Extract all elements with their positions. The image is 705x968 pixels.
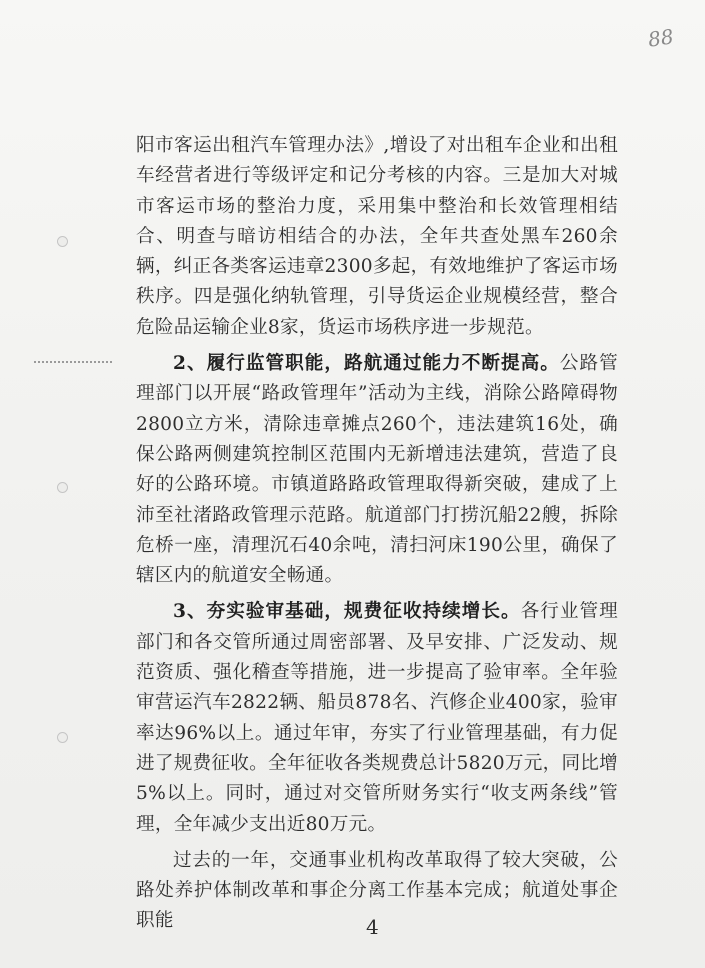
punch-hole-mark [57,482,68,493]
paragraph-1 [136,131,618,343]
paragraph-3 [136,597,618,839]
margin-scan-mark [34,361,112,363]
paragraph-4-text: 过去的一年，交通事业机构改革取得了较大突破，公路处养护体制改革和事企分离工作基本完成；航道处事企职能 [136,849,618,932]
paragraph-2-text: 公路管理部门以开展“路政管理年”活动为主线，消除公路障碍物2800立方米，清除违章摊点260个，违法建筑16处，确保公路两侧建筑控制区范围内无新增违法建筑，营造了良好的公路环境。市镇道路路政管理取得新突破，建成了上沛至社渚路政管理示范路。航道部门打捞沉船22艘，拆除危桥一座，清理沉石40余吨，清扫河床190公里，确保了辖区内的航道安全畅通。 [136,353,618,587]
page-number: 4 [366,915,379,939]
section-heading-3: 3、夯实验审基础，规费征收持续增长。 [173,601,521,623]
handwritten-page-mark: 88 [646,24,675,52]
paragraph-2 [136,349,618,591]
punch-hole-mark [57,732,68,743]
section-heading-2: 2、履行监管职能，路航通过能力不断提高。 [173,353,560,375]
body-text [136,131,618,937]
punch-hole-mark [57,236,68,247]
paragraph-3-text: 各行业管理部门和各交管所通过周密部署、及早安排、广泛发动、规范资质、强化稽查等措施，进一步提高了验审率。全年验审营运汽车2822辆、船员878名、汽修企业400家，验审率达96%以上。通过年审，夯实了行业管理基础，有力促进了规费征收。全年征收各类规费总计5820万元，同比增5%以上。同时，通过对交管所财务实行“收支两条线”管理，全年减少支出近80万元。 [136,601,618,835]
paragraph-1-text: 阳市客运出租汽车管理办法》,增设了对出租车企业和出租车经营者进行等级评定和记分考核的内容。三是加大对城市客运市场的整治力度，采用集中整治和长效管理相结合、明查与暗访相结合的办法，全年共查处黑车260余辆，纠正各类客运违章2300多起，有效地维护了客运市场秩序。四是强化纳轨管理，引导货运企业规模经营，整合危险品运输企业8家，货运市场秩序进一步规范。 [136,135,618,338]
